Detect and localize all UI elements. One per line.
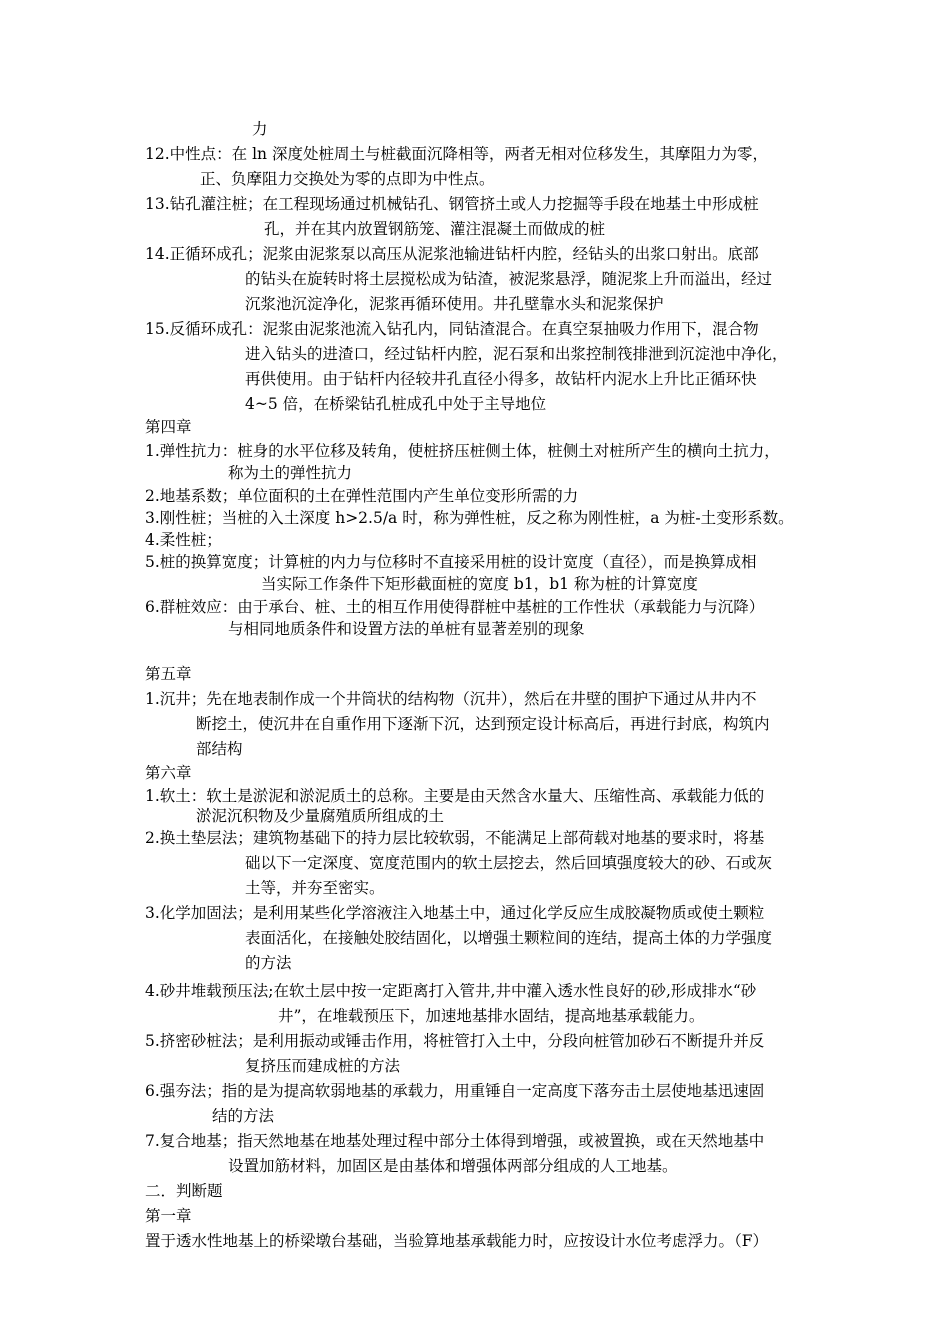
chapter-heading: 第六章 [145, 764, 192, 782]
text-line: 与相同地质条件和设置方法的单桩有显著差别的现象 [228, 620, 585, 638]
text-line: 正、负摩阻力交换处为零的点即为中性点。 [200, 170, 495, 188]
text-line: 2.换土垫层法；建筑物基础下的持力层比较软弱，不能满足上部荷载对地基的要求时，将基 [145, 829, 765, 847]
text-line: 3.化学加固法；是利用某些化学溶液注入地基土中，通过化学反应生成胶凝物质或使土颗粒 [145, 904, 765, 922]
text-line: 再供使用。由于钻杆内径较井孔直径小得多，故钻杆内泥水上升比正循环快 [245, 370, 757, 388]
text-line: 结的方法 [212, 1107, 275, 1125]
text-line: 断挖土，使沉井在自重作用下逐渐下沉，达到预定设计标高后，再进行封底，构筑内 [196, 715, 770, 733]
text-line: 7.复合地基；指天然地基在地基处理过程中部分土体得到增强，或被置换，或在天然地基中 [145, 1132, 765, 1150]
text-line: 4.砂井堆载预压法;在软土层中按一定距离打入管井,井中灌入透水性良好的砂,形成排水“砂 [145, 982, 757, 1000]
text-line: 部结构 [196, 740, 243, 758]
text-line: 进入钻头的进渣口，经过钻杆内腔，泥石泵和出浆控制筏排泄到沉淀池中净化， [245, 345, 788, 363]
section-heading: 二．判断题 [145, 1182, 223, 1200]
text-line: 置于透水性地基上的桥梁墩台基础，当验算地基承载能力时，应按设计水位考虑浮力。（F） [145, 1232, 769, 1250]
text-line: 孔，并在其内放置钢筋笼、灌注混凝土而做成的桩 [264, 220, 606, 238]
text-line: 设置加筋材料，加固区是由基体和增强体两部分组成的人工地基。 [228, 1157, 678, 1175]
text-line: 1.软土：软土是淤泥和淤泥质土的总称。主要是由天然含水量大、压缩性高、承载能力低的 [145, 787, 765, 805]
text-line: 6.强夯法；指的是为提高软弱地基的承载力，用重锤自一定高度下落夯击土层使地基迅速固 [145, 1082, 765, 1100]
text-line: 称为土的弹性抗力 [228, 464, 353, 482]
text-line: 沉浆池沉淀净化，泥浆再循环使用。井孔壁靠水头和泥浆保护 [245, 295, 664, 313]
chapter-heading: 第一章 [145, 1207, 192, 1225]
text-line: 3.刚性桩；当桩的入土深度 h>2.5/a 时，称为弹性桩，反之称为刚性桩，a 为桩-土变形系数。 [145, 509, 794, 527]
text-line: 2.地基系数；单位面积的土在弹性范围内产生单位变形所需的力 [145, 487, 579, 505]
chapter-heading: 第五章 [145, 665, 192, 683]
text-line: 复挤压而建成桩的方法 [245, 1057, 401, 1075]
text-line: 14.正循环成孔；泥浆由泥浆泵以高压从泥浆池输进钻杆内腔，经钻头的出浆口射出。底部 [145, 245, 759, 263]
text-line: 表面活化，在接触处胶结固化，以增强土颗粒间的连结，提高土体的力学强度 [245, 929, 773, 947]
text-line: 淤泥沉积物及少量腐殖质所组成的土 [196, 807, 445, 825]
text-line: 的方法 [245, 954, 292, 972]
text-line: 4.柔性桩； [145, 531, 222, 549]
text-line: 础以下一定深度、宽度范围内的软土层挖去，然后回填强度较大的砂、石或灰 [245, 854, 773, 872]
text-line: 的钻头在旋转时将土层搅松成为钻渣，被泥浆悬浮，随泥浆上升而溢出，经过 [245, 270, 773, 288]
text-line: 1.弹性抗力：桩身的水平位移及转角，使桩挤压桩侧土体，桩侧土对桩所产生的横向土抗力， [145, 442, 780, 460]
text-line: 12.中性点：在 ln 深度处桩周土与桩截面沉降相等，两者无相对位移发生，其摩阻力为零， [145, 145, 768, 163]
text-line: 1.沉井；先在地表制作成一个井筒状的结构物（沉井），然后在井壁的围护下通过从井内不 [145, 690, 757, 708]
text-line: 5.桩的换算宽度；计算桩的内力与位移时不直接采用桩的设计宽度（直径），而是换算成相 [145, 553, 757, 571]
text-line: 15.反循环成孔：泥浆由泥浆池流入钻孔内，同钻渣混合。在真空泵抽吸力作用下，混合物 [145, 320, 759, 338]
text-line: 土等，并夯至密实。 [245, 879, 385, 897]
text-line: 5.挤密砂桩法；是利用振动或锤击作用，将桩管打入土中，分段向桩管加砂石不断提升并反 [145, 1032, 765, 1050]
text-line: 4~5 倍，在桥梁钻孔桩成孔中处于主导地位 [245, 395, 547, 413]
text-line: 井”，在堆载预压下，加速地基排水固结，提高地基承载能力。 [278, 1007, 705, 1025]
text-line: 当实际工作条件下矩形截面桩的宽度 b1，b1 称为桩的计算宽度 [261, 575, 698, 593]
chapter-heading: 第四章 [145, 418, 192, 436]
text-line: 6.群桩效应：由于承台、桩、土的相互作用使得群桩中基桩的工作性状（承载能力与沉降） [145, 598, 765, 616]
text-line: 力 [252, 120, 268, 138]
text-line: 13.钻孔灌注桩；在工程现场通过机械钻孔、钢管挤土或人力挖掘等手段在地基土中形成桩 [145, 195, 759, 213]
